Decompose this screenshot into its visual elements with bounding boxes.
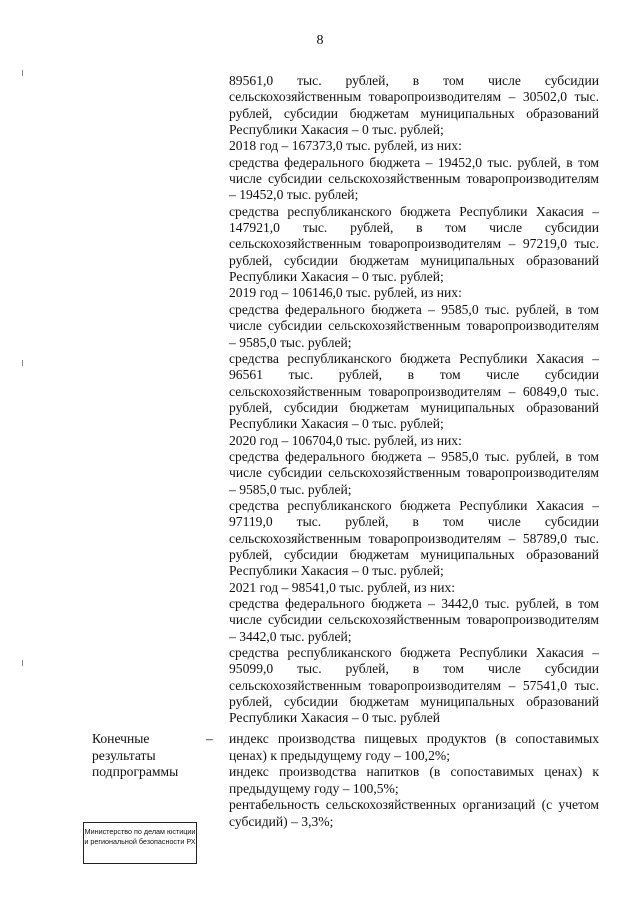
- result-item: рентабельность сельскохозяйственных организаций (с учетом субсидий) – 3,3%;: [229, 797, 599, 829]
- paragraph: средства федерального бюджета – 3442,0 тыс. рублей, в том числе субсидии сельскохозяйственным товаропроизводителям – 3442,0 тыс. рублей;: [229, 596, 599, 644]
- result-item: индекс производства пищевых продуктов (в сопоставимых ценах) к предыдущему году – 100,2%;: [229, 731, 599, 763]
- paragraph: 89561,0 тыс. рублей, в том числе субсидии сельскохозяйственным товаропроизводителям – 30502,0 тыс. рублей, субсидии бюджетам муниципальных образований Республики Хакасия – 0 тыс. рублей;: [229, 73, 599, 138]
- margin-mark: [22, 660, 23, 666]
- funding-text: [229, 73, 599, 727]
- paragraph: средства республиканского бюджета Республики Хакасия – 147921,0 тыс. рублей, в том числе субсидии сельскохозяйственным товаропроизводителям – 97219,0 тыс. рублей, субсидии бюджетам муниципальных образований Республики Хакасия – 0 тыс. рублей;: [229, 203, 599, 285]
- paragraph: средства федерального бюджета – 19452,0 тыс. рублей, в том числе субсидии сельскохозяйственным товаропроизводителям – 19452,0 тыс. рублей;: [229, 154, 599, 203]
- paragraph: 2019 год – 106146,0 тыс. рублей, из них:: [229, 285, 462, 301]
- page-number: 8: [316, 33, 324, 48]
- margin-mark: [22, 360, 23, 366]
- results-dash: –: [206, 731, 213, 746]
- result-item: индекс производства напитков (в сопоставимых ценах) к предыдущему году – 100,5%;: [229, 764, 599, 796]
- results-label: Конечные результаты подпрограммы: [92, 731, 179, 780]
- results-list: [229, 731, 599, 831]
- paragraph: средства федерального бюджета – 9585,0 тыс. рублей, в том числе субсидии сельскохозяйственным товаропроизводителям – 9585,0 тыс. рублей;: [229, 301, 599, 350]
- paragraph: 2021 год – 98541,0 тыс. рублей, из них:: [229, 579, 456, 595]
- paragraph: 2018 год – 167373,0 тыс. рублей, из них:: [229, 138, 462, 154]
- margin-mark: [22, 70, 23, 76]
- paragraph: 2020 год – 106704,0 тыс. рублей, из них:: [229, 432, 462, 448]
- paragraph: средства республиканского бюджета Республики Хакасия – 96561 тыс. рублей, в том числе субсидии сельскохозяйственным товаропроизводителям – 60849,0 тыс. рублей, субсидии бюджетам муниципальных образований Республики Хакасия – 0 тыс. рублей;: [229, 350, 599, 432]
- paragraph: средства федерального бюджета – 9585,0 тыс. рублей, в том числе субсидии сельскохозяйственным товаропроизводителям – 9585,0 тыс. рублей;: [229, 448, 599, 497]
- paragraph: средства республиканского бюджета Республики Хакасия – 95099,0 тыс. рублей, в том числе субсидии сельскохозяйственным товаропроизводителям – 57541,0 тыс. рублей, субсидии бюджетам муниципальных образований Республики Хакасия – 0 тыс. рублей: [229, 645, 599, 726]
- ministry-stamp: Министерство по делам юстиции и региональной безопасности РХ: [83, 822, 197, 864]
- paragraph: средства республиканского бюджета Республики Хакасия – 97119,0 тыс. рублей, в том числе субсидии сельскохозяйственным товаропроизводителям – 58789,0 тыс. рублей, субсидии бюджетам муниципальных образований Республики Хакасия – 0 тыс. рублей;: [229, 497, 599, 579]
